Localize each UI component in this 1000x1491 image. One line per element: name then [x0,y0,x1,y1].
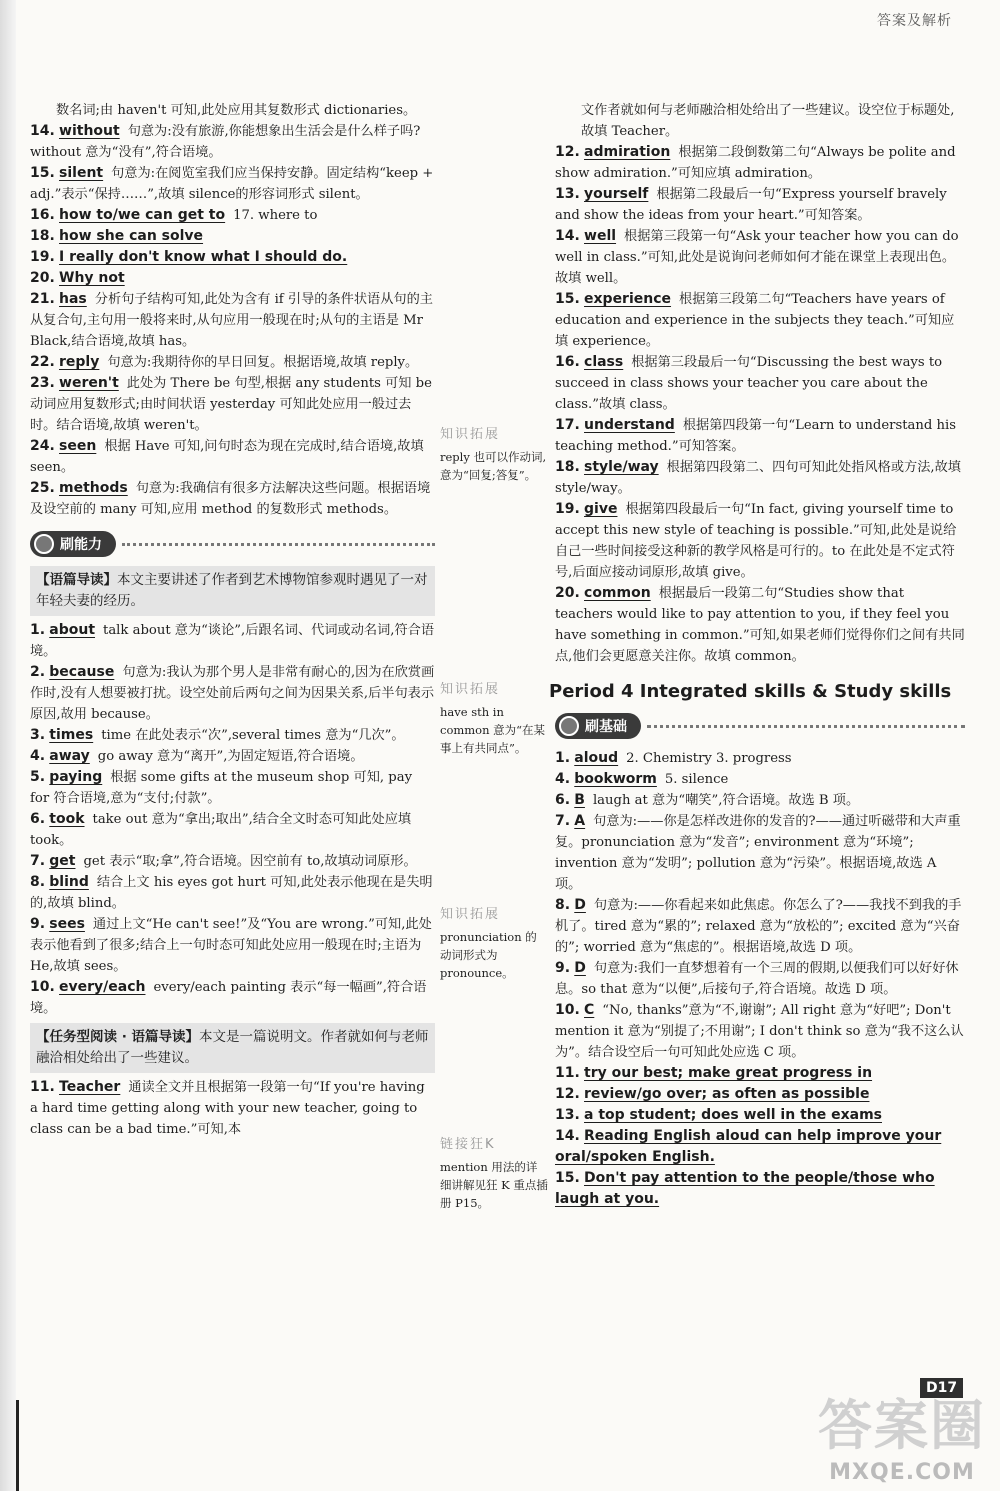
section-badge-ability [30,530,435,558]
item-number: 16. [555,354,580,370]
task-reading-guide [30,1023,435,1073]
explanation: 根据第三段第二句“Teachers have years of education and experience in the subjects they teach.”可知应填 experience。 [555,292,955,349]
answer-item [30,163,435,205]
answer-key: experience [584,291,672,307]
answer-item [555,1126,965,1168]
side-note-text: have sth in common 意为“在某事上有共同点”。 [440,705,546,755]
explanation: 句意为:我期待你的早日回复。根据语境,故填 reply。 [107,355,419,370]
item-number: 18. [30,228,55,244]
item-number: 16. [30,207,55,223]
answer-key: style/way [584,459,659,475]
explanation: 根据第二段倒数第二句“Always be polite and show admiration.”可知应填 admiration。 [555,145,956,181]
answer-key: bookworm [574,771,657,787]
answer-key: D [574,897,586,913]
item-number: 25. [30,480,55,496]
item-number: 10. [555,1002,580,1018]
explanation: 句意为:——你是怎样改进你的发音的?——通过听磁带和大声重复。pronunciation 意为“发音”; environment 意为“环境”; invention 意为“发明”; pollution 意为“污染”。根据语境,故选 A 项。 [555,814,961,892]
answer-item [30,289,435,352]
answer-item [555,583,965,667]
item-number: 6. [30,811,46,827]
guide-text: 本文是一篇说明文。作者就如何与老师融洽相处给出了一些建议。 [36,1029,429,1066]
explanation: 根据第三段第一句“Ask your teacher how you can do well in class.”可知,此处是说询问老师如何才能在课堂上表现出色。故填 well。 [555,229,959,286]
answer-key: understand [584,417,675,433]
answer-item [555,415,965,457]
side-note-tag: 知识拓展 [440,907,501,922]
answer-item [555,958,965,1000]
answer-item [30,725,435,746]
answer-item [30,373,435,436]
dotted-rule [647,725,965,728]
page-header: 答案及解析 [877,13,952,29]
answer-item [555,748,965,769]
answer-key: yourself [584,186,649,202]
explanation: 结合上文 his eyes got hurt 可知,此处表示他现在是失明的,故填 blind。 [30,875,433,911]
answer-key: Teacher [59,1079,121,1095]
side-note-tag: 知识拓展 [440,427,501,442]
answer-item [555,1063,965,1084]
explanation: 根据第四段第一句“Learn to understand his teaching method.”可知答案。 [555,418,957,454]
item-number: 10. [30,979,55,995]
watermark-logo [818,1383,986,1485]
answers-part-4 [555,100,965,667]
explanation: 文作者就如何与老师融洽相处给出了一些建议。设空位于标题处,故填 Teacher。 [581,103,955,139]
item-number: 19. [30,249,55,265]
answer-item [30,205,435,226]
item-number: 9. [30,916,46,932]
explanation: 根据 Have 可知,问句时态为现在完成时,结合语境,故填 seen。 [30,439,424,475]
watermark-text: 答案圈 [818,1394,986,1457]
item-number: 22. [30,354,55,370]
item-number: 11. [30,1079,55,1095]
item-number: 24. [30,438,55,454]
answer-key: Reading English aloud can help improve your oral/spoken English. [555,1128,942,1165]
explanation: 数名词;由 haven't 可知,此处应用其复数形式 dictionaries。 [56,103,417,118]
answer-key: has [59,291,87,307]
answer-key: weren't [59,375,119,391]
answer-key: away [49,748,90,764]
answer-item [30,872,435,914]
answer-key: well [584,228,617,244]
left-column [30,100,435,1140]
item-number: 6. [555,792,571,808]
answer-key: try our best; make great progress in [584,1065,873,1081]
answer-key: seen [59,438,97,454]
answer-item [30,100,435,121]
badge-label: 刷基础 [555,713,641,739]
answer-key: without [59,123,120,139]
explanation: talk about 意为“谈论”,后跟名词、代词或动名词,符合语境。 [30,623,435,659]
page-gutter [0,0,16,1491]
answer-item [555,1084,965,1105]
explanation: 根据 some gifts at the museum shop 可知, pay for 符合语境,意为“支付;付款”。 [30,770,413,806]
side-note-4 [440,1135,548,1213]
explanation: 17. where to [233,208,318,223]
explanation: 句意为:没有旅游,你能想象出生活会是什么样子吗?without 意为“没有”,符合语境。 [30,124,421,160]
guide-text: 本文主要讲述了作者到艺术博物馆参观时遇见了一对年轻夫妻的经历。 [36,572,428,609]
answer-item [30,436,435,478]
answer-item [30,746,435,767]
answer-key: A [574,813,586,829]
explanation: 分析句子结构可知,此处为含有 if 引导的条件状语从句的主从复合句,主句用一般将来时,从句应用一般现在时;从句的主语是 Mr Black,结合语境,故填 has。 [30,292,433,349]
side-note-2 [440,680,548,758]
answers-part-5 [555,748,965,1210]
item-number: 5. [30,769,46,785]
answer-key: a top student; does well in the exams [584,1107,882,1123]
item-number: 8. [30,874,46,890]
explanation: 根据最后一段第二句“Studies show that teachers would like to pay attention to you, if they feel you have something in common.”可知,如果老师们觉得你们之间有共同点,他们会更愿意关注你。故填 common。 [555,586,965,664]
answer-key: common [584,585,651,601]
answer-key: times [49,727,94,743]
answer-item [555,769,965,790]
answer-item [555,1000,965,1063]
answer-item [30,914,435,977]
item-number: 23. [30,375,55,391]
answer-key: B [574,792,585,808]
item-number: 8. [555,897,571,913]
margin-rule [16,1400,19,1491]
answer-item [30,662,435,725]
answer-item [555,184,965,226]
answer-key: Don't pay attention to the people/those who laugh at you. [555,1170,935,1207]
answer-key: get [49,853,76,869]
explanation: 句意为:——你看起来如此焦虑。你怎么了?——我找不到我的手机了。tired 意为“累的”; relaxed 意为“放松的”; excited 意为“兴奋的”; worried 意为“焦虑的”。根据语境,故选 D 项。 [555,898,962,955]
item-number: 4. [30,748,46,764]
answer-key: C [584,1002,595,1018]
dotted-rule [122,543,435,546]
item-number: 7. [555,813,571,829]
answer-item [30,1077,435,1140]
answer-item [30,809,435,851]
side-note-text: mention 用法的详细讲解见狂 K 重点插册 P15。 [440,1160,548,1210]
answer-item [30,121,435,163]
answer-key: sees [49,916,85,932]
item-number: 12. [555,1086,580,1102]
answer-item [555,226,965,289]
answer-item [555,790,965,811]
explanation: 通过上文“He can't see!”及“You are wrong.”可知,此处表示他看到了很多;结合上一句时态可知此处应用一般现在时;主语为 He,故填 sees。 [30,917,432,974]
item-number: 20. [30,270,55,286]
answer-item [30,478,435,520]
answer-item [30,977,435,1019]
item-number: 20. [555,585,580,601]
explanation: 句意为:在阅览室我们应当保持安静。固定结构“keep + adj.”表示“保持……”,故填 silence的形容词形式 silent。 [30,166,434,202]
answer-item [555,100,965,142]
answer-key: give [584,501,618,517]
item-number: 13. [555,186,580,202]
answer-key: Why not [59,270,125,286]
answer-key: class [584,354,624,370]
item-number: 4. [555,771,571,787]
item-number: 14. [555,228,580,244]
side-note-3 [440,905,548,983]
item-number: 12. [555,144,580,160]
explanation: go away 意为“离开”,为固定短语,符合语境。 [97,749,364,764]
side-note-1 [440,425,548,485]
answers-part-3 [30,1077,435,1140]
explanation: 2. Chemistry 3. progress [626,751,792,766]
answer-key: silent [59,165,104,181]
answer-key: aloud [574,750,619,766]
right-column [549,100,965,1210]
guide-label: 【语篇导读】 [36,572,117,588]
answers-part-1 [30,100,435,520]
answer-item [30,226,435,247]
item-number: 7. [30,853,46,869]
answer-key: admiration [584,144,671,160]
reading-guide [30,566,435,616]
explanation: 通读全文并且根据第一段第一句“If you're having a hard time getting along with your new teacher, going to class can be a bad time.”可知,本 [30,1080,425,1137]
explanation: 根据第三段最后一句“Discussing the best ways to succeed in class shows your teacher you care about the class.”故填 class。 [555,355,943,412]
answer-item [30,851,435,872]
item-number: 2. [30,664,46,680]
explanation: “No, thanks”意为“不,谢谢”; All right 意为“好吧”; Don't mention it 意为“别提了;不用谢”; I don't think so 意为“我不这么认为”。结合设空后一句可知此处应选 C 项。 [555,1003,964,1060]
item-number: 15. [30,165,55,181]
answer-item [30,620,435,662]
answer-item [30,767,435,809]
explanation: 5. silence [664,772,729,787]
answer-key: how she can solve [59,228,204,244]
answer-item [555,289,965,352]
side-note-tag: 链接狂K [440,1137,496,1152]
item-number: 15. [555,291,580,307]
answer-item [555,142,965,184]
guide-label: 【任务型阅读 · 语篇导读】 [36,1029,200,1045]
answer-item [555,895,965,958]
explanation: take out 意为“拿出;取出”,结合全文时态可知此处应填 took。 [30,812,412,848]
explanation: get 表示“取;拿”,符合语境。因空前有 to,故填动词原形。 [83,854,417,869]
answers-part-2 [30,620,435,1019]
explanation: 根据第二段最后一句“Express yourself bravely and show the ideas from your heart.”可知答案。 [555,187,947,223]
explanation: time 在此处表示“次”,several times 意为“几次”。 [101,728,405,743]
side-note-tag: 知识拓展 [440,682,501,697]
answer-item [555,811,965,895]
answer-item [555,1168,965,1210]
explanation: 根据第四段最后一句“In fact, giving yourself time to accept this new style of teaching is possible.”可知,此处是说给自己一些时间接受这种新的教学风格是可行的。to 在此处是不定式符号,后面应接动词原形,故填 give。 [555,502,957,580]
answer-key: D [574,960,586,976]
side-note-text: reply 也可以作动词,意为“回复;答复”。 [440,450,547,482]
answer-item [30,352,435,373]
item-number: 19. [555,501,580,517]
answer-key: reply [59,354,100,370]
item-number: 14. [555,1128,580,1144]
answer-item [555,457,965,499]
answer-item [30,268,435,289]
answer-key: because [49,664,115,680]
answer-key: took [49,811,85,827]
side-note-text: pronunciation 的动词形式为 pronounce。 [440,930,537,980]
explanation: 此处为 There be 句型,根据 any students 可知 be 动词应用复数形式;由时间状语 yesterday 可知此处应用一般过去时。结合语境,故填 weren't。 [30,376,432,433]
item-number: 1. [30,622,46,638]
item-number: 17. [555,417,580,433]
answer-key: paying [49,769,103,785]
answer-key: methods [59,480,128,496]
item-number: 9. [555,960,571,976]
watermark-url: MXQE.COM [829,1460,975,1485]
answer-item [555,352,965,415]
answer-key: blind [49,874,89,890]
item-number: 18. [555,459,580,475]
explanation: 根据第四段第二、四句可知此处指风格或方法,故填 style/way。 [555,460,961,496]
item-number: 21. [30,291,55,307]
explanation: every/each painting 表示“每一幅画”,符合语境。 [30,980,427,1016]
explanation: 句意为:我确信有很多方法解决这些问题。根据语境及设空前的 many 可知,应用 method 的复数形式 methods。 [30,481,431,517]
page-number: D17 [920,1378,963,1398]
item-number: 1. [555,750,571,766]
period-heading: Period 4 Integrated skills & Study skills [549,681,952,702]
item-number: 11. [555,1065,580,1081]
answer-key: review/go over; as often as possible [584,1086,870,1102]
explanation: 句意为:我们一直梦想着有一个三周的假期,以便我们可以好好休息。so that 意为“以便”,后接句子,符合语境。故选 D 项。 [555,961,959,997]
item-number: 14. [30,123,55,139]
answer-item [555,1105,965,1126]
item-number: 13. [555,1107,580,1123]
explanation: laugh at 意为“嘲笑”,符合语境。故选 B 项。 [592,793,860,808]
answer-key: I really don't know what I should do. [59,249,348,265]
answer-item [555,499,965,583]
answer-key: about [49,622,96,638]
answer-key: every/each [59,979,146,995]
explanation: 句意为:我认为那个男人是非常有耐心的,因为在欣赏画作时,没有人想要被打扰。设空处前后两句之间为因果关系,后半句表示原因,故用 because。 [30,665,435,722]
badge-label: 刷能力 [30,531,116,557]
section-badge-basic [555,712,965,740]
item-number: 15. [555,1170,580,1186]
answer-item [30,247,435,268]
item-number: 3. [30,727,46,743]
answer-key: how to/we can get to [59,207,226,223]
